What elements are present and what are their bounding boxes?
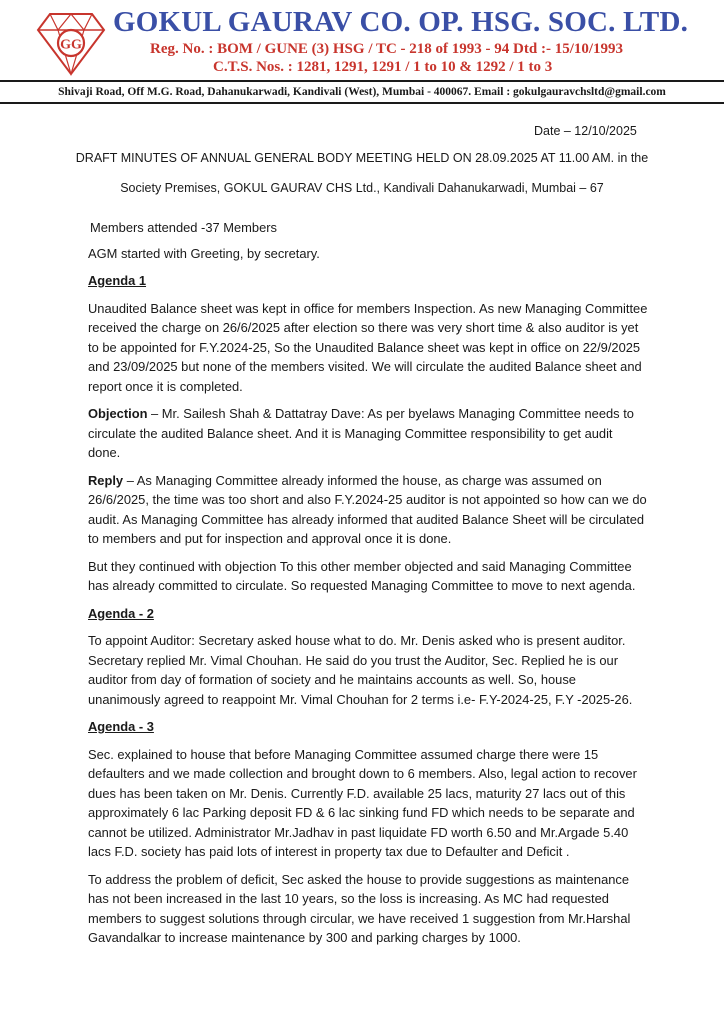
- society-name: GOKUL GAURAV CO. OP. HSG. SOC. LTD.: [113, 6, 689, 38]
- minutes-heading-line1: DRAFT MINUTES OF ANNUAL GENERAL BODY MEETING HELD ON 28.09.2025 AT 11.00 AM. in the: [75, 151, 649, 165]
- agenda-3-title: Agenda - 3: [88, 719, 154, 734]
- agenda-2-title: Agenda - 2: [88, 605, 154, 621]
- agenda-3-paragraph-2: To address the problem of deficit, Sec asked the house to provide suggestions as maintenance has not been increased in the last 10 years, so the loss is increasing. As MC had requested members to suggest solutions through circular, we have received 1 suggestion from Mr.Harshal Gavandalkar to increase maintenance by 300 and parking charges by 1000.: [88, 871, 631, 945]
- agenda-1-title: Agenda 1: [88, 273, 147, 288]
- objection-paragraph: [88, 404, 648, 463]
- letterhead: [0, 0, 724, 106]
- objection-text: – Mr. Sailesh Shah & Dattatray Dave: As per byelaws Managing Committee needs to circulate the audited Balance sheet. And it is Managing Committee responsibility to get audit done.: [88, 406, 634, 460]
- society-logo-icon: [36, 10, 106, 76]
- agenda-3-paragraph-1: Sec. explained to house that before Managing Committee assumed charge there were 15 defaulters and we made collection and brought down to 6 members. Also, legal action to recover dues has been taken on Mr. Denis. Currently F.D. available 25 lacs, maturity 27 lacs out of this approximately 6 lac Parking deposit FD & 6 lac sinking fund FD which needs to be separate and cannot be utilized. Administrator Mr.Jadhav in past liquidate FD worth 6.50 and Mr.Argade 5.40 lacs F.D. society has paid lots of interest in property tax due to Defaulter and Deficit .: [88, 746, 637, 859]
- members-attended: Members attended -37 Members: [90, 220, 277, 235]
- document-date: Date – 12/10/2025: [534, 124, 637, 138]
- letterhead-divider-top: [0, 80, 724, 82]
- logo-letters: GG: [60, 37, 82, 53]
- registration-number: Reg. No. : BOM / GUNE (3) HSG / TC - 218 of 1993 - 94 Dtd :- 15/10/1993: [150, 41, 624, 57]
- reply-text: – As Managing Committee already informed the house, as charge was assumed on 26/6/2025, the time was too short and also F.Y.2024-25 auditor is not appointed so how can we do audit. As Managing Committee has already informed that audited Balance Sheet will be circulated to members and put for inspection and approval once it is done.: [88, 472, 647, 546]
- reply-label: Reply: [88, 472, 124, 488]
- reply-paragraph: [88, 471, 648, 549]
- objection-label: Objection: [88, 406, 148, 421]
- agm-started: AGM started with Greeting, by secretary.: [88, 245, 320, 261]
- agenda-2-paragraph: To appoint Auditor: Secretary asked house what to do. Mr. Denis asked who is present auditor. Secretary replied Mr. Vimal Chouhan. He said do you trust the Auditor, Sec. Replied he is our auditor from day of formation of society and he maintains accounts as well. So, house unanimously agreed to reappoint Mr. Vimal Chouhan for 2 terms i.e- F.Y-2024-25, F.Y -2025-26.: [88, 633, 633, 707]
- minutes-heading-line2: Society Premises, GOKUL GAURAV CHS Ltd., Kandivali Dahanukarwadi, Mumbai – 67: [120, 181, 604, 195]
- cts-numbers: C.T.S. Nos. : 1281, 1291, 1291 / 1 to 10 & 1292 / 1 to 3: [213, 59, 553, 75]
- continued-objection-paragraph: But they continued with objection To this other member objected and said Managing Committee has already committed to circulate. So requested Managing Committee to move to next agenda.: [88, 558, 636, 593]
- society-address: Shivaji Road, Off M.G. Road, Dahanukarwadi, Kandivali (West), Mumbai - 400067. Email : gokulgauravchsltd@gmail.com: [58, 86, 666, 98]
- letterhead-divider-bottom: [0, 102, 724, 104]
- agenda-1-paragraph: Unaudited Balance sheet was kept in office for members Inspection. As new Managing Committee received the charge on 26/6/2025 after election so there was very short time & also auditor is yet to be appointed for F.Y.2024-25, So the Unaudited Balance sheet was kept in office on 22/9/2025 and 23/09/2025 but none of the members visited. We will circulate the audited Balance sheet and report once it is completed.: [88, 300, 648, 394]
- minutes-body: [88, 218, 648, 956]
